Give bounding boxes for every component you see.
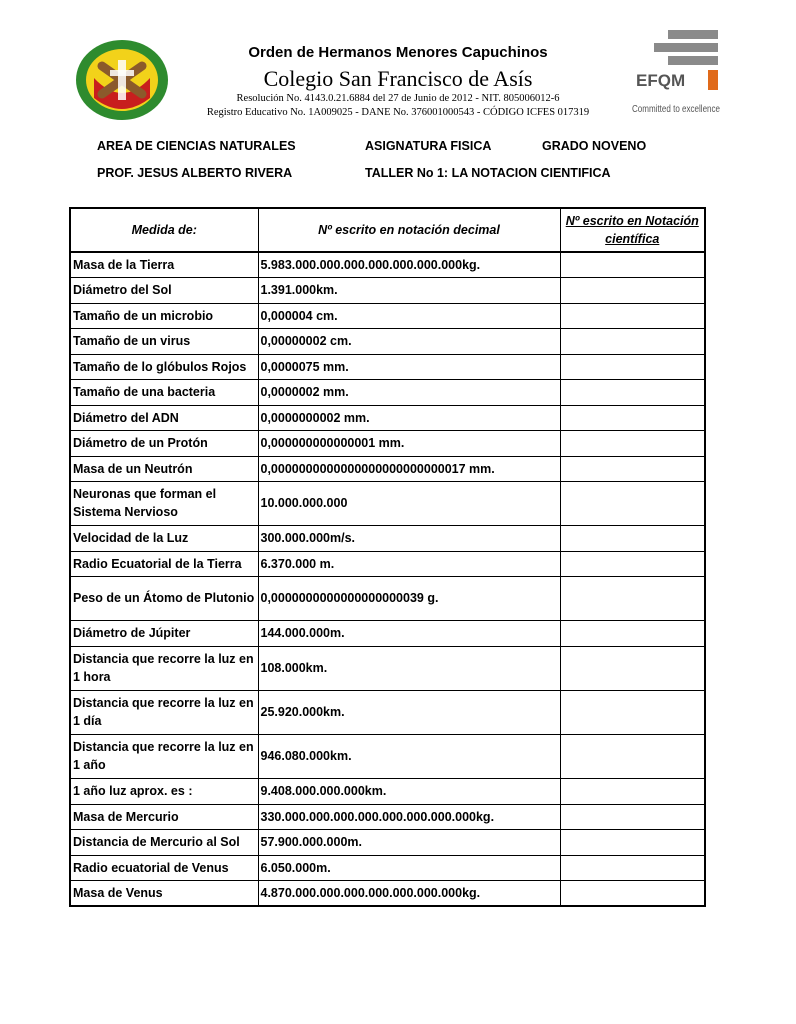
- scientific-cell[interactable]: [560, 430, 705, 456]
- decimal-cell: 57.900.000.000m.: [258, 829, 560, 855]
- measure-cell: Masa de un Neutrón: [70, 456, 258, 481]
- scientific-cell[interactable]: [560, 481, 705, 525]
- measure-cell: Distancia que recorre la luz en 1 año: [70, 734, 258, 778]
- workshop-label: TALLER No 1: LA NOTACION CIENTIFICA: [365, 166, 611, 180]
- decimal-cell: 0,0000075 mm.: [258, 354, 560, 379]
- school-name: Colegio San Francisco de Asís: [263, 66, 533, 91]
- decimal-cell: 330.000.000.000.000.000.000.000.000kg.: [258, 804, 560, 829]
- scientific-cell[interactable]: [560, 576, 705, 620]
- scientific-cell[interactable]: [560, 456, 705, 481]
- table-header-row: [70, 208, 705, 252]
- scientific-cell[interactable]: [560, 252, 705, 277]
- decimal-cell: 6.370.000 m.: [258, 551, 560, 576]
- decimal-cell: 0,0000000000000000000000000017 mm.: [258, 456, 560, 481]
- table-row: [70, 481, 705, 525]
- scientific-cell[interactable]: [560, 328, 705, 354]
- measure-cell: Distancia que recorre la luz en 1 día: [70, 690, 258, 734]
- decimal-cell: 25.920.000km.: [258, 690, 560, 734]
- decimal-cell: 108.000km.: [258, 646, 560, 690]
- decimal-cell: 0,0000000002 mm.: [258, 405, 560, 430]
- measure-cell: Tamaño de un virus: [70, 328, 258, 354]
- table-row: [70, 405, 705, 430]
- table-row: [70, 277, 705, 303]
- measure-cell: Radio Ecuatorial de la Tierra: [70, 551, 258, 576]
- measure-cell: Masa de Venus: [70, 880, 258, 906]
- scientific-cell[interactable]: [560, 646, 705, 690]
- svg-text:Committed to excellence: Committed to excellence: [632, 104, 721, 115]
- header-scientific: Nº escrito en Notación científica: [560, 208, 705, 252]
- measure-cell: Neuronas que forman el Sistema Nervioso: [70, 481, 258, 525]
- scientific-cell[interactable]: [560, 379, 705, 405]
- table-row: [70, 354, 705, 379]
- measure-cell: Masa de la Tierra: [70, 252, 258, 277]
- resolution-line: Resolución No. 4143.0.21.6884 del 27 de Junio de 2012 - NIT. 805006012-6: [236, 93, 560, 104]
- scientific-cell[interactable]: [560, 690, 705, 734]
- scientific-cell[interactable]: [560, 804, 705, 829]
- header-measure: Medida de:: [70, 208, 258, 252]
- header-decimal: Nº escrito en notación decimal: [258, 208, 560, 252]
- measure-cell: Diámetro de Júpiter: [70, 620, 258, 646]
- decimal-cell: 10.000.000.000: [258, 481, 560, 525]
- table-row: [70, 734, 705, 778]
- measure-cell: Peso de un Átomo de Plutonio: [70, 576, 258, 620]
- svg-text:EFQM: EFQM: [636, 71, 686, 90]
- table-row: [70, 379, 705, 405]
- scientific-cell[interactable]: [560, 405, 705, 430]
- table-row: [70, 855, 705, 880]
- decimal-cell: 300.000.000m/s.: [258, 525, 560, 551]
- measure-cell: Tamaño de un microbio: [70, 303, 258, 328]
- table-row: [70, 303, 705, 328]
- order-name: Orden de Hermanos Menores Capuchinos: [248, 44, 548, 61]
- scientific-cell[interactable]: [560, 734, 705, 778]
- measure-cell: Velocidad de la Luz: [70, 525, 258, 551]
- subject-label: ASIGNATURA FISICA: [365, 139, 492, 153]
- decimal-cell: 144.000.000m.: [258, 620, 560, 646]
- table-row: [70, 525, 705, 551]
- measure-cell: Masa de Mercurio: [70, 804, 258, 829]
- measure-cell: Diámetro del Sol: [70, 277, 258, 303]
- measure-cell: Tamaño de lo glóbulos Rojos: [70, 354, 258, 379]
- measure-cell: Tamaño de una bacteria: [70, 379, 258, 405]
- decimal-cell: 0,000004 cm.: [258, 303, 560, 328]
- measure-cell: 1 año luz aprox. es :: [70, 778, 258, 804]
- table-row: [70, 328, 705, 354]
- measure-cell: Distancia de Mercurio al Sol: [70, 829, 258, 855]
- efqm-logo: [630, 26, 722, 118]
- table-row: [70, 646, 705, 690]
- scientific-cell[interactable]: [560, 880, 705, 906]
- table-row: [70, 804, 705, 829]
- table-row: [70, 778, 705, 804]
- decimal-cell: 4.870.000.000.000.000.000.000.000kg.: [258, 880, 560, 906]
- decimal-cell: 0,000000000000001 mm.: [258, 430, 560, 456]
- scientific-cell[interactable]: [560, 551, 705, 576]
- decimal-cell: 9.408.000.000.000km.: [258, 778, 560, 804]
- decimal-cell: 946.080.000km.: [258, 734, 560, 778]
- table-row: [70, 829, 705, 855]
- decimal-cell: 6.050.000m.: [258, 855, 560, 880]
- decimal-cell: 1.391.000km.: [258, 277, 560, 303]
- registry-line: Registro Educativo No. 1A009025 - DANE No. 376001000543 - CÓDIGO ICFES 017319: [206, 107, 590, 118]
- scientific-cell[interactable]: [560, 778, 705, 804]
- table-row: [70, 430, 705, 456]
- measure-cell: Diámetro de un Protón: [70, 430, 258, 456]
- table-row: [70, 551, 705, 576]
- document-header: [0, 0, 768, 130]
- table-row: [70, 690, 705, 734]
- table-row: [70, 456, 705, 481]
- scientific-cell[interactable]: [560, 829, 705, 855]
- scientific-cell[interactable]: [560, 303, 705, 328]
- decimal-cell: 0,0000000000000000000039 g.: [258, 576, 560, 620]
- measure-cell: Distancia que recorre la luz en 1 hora: [70, 646, 258, 690]
- measure-cell: Radio ecuatorial de Venus: [70, 855, 258, 880]
- table-row: [70, 620, 705, 646]
- grade-label: GRADO NOVENO: [542, 139, 647, 153]
- scientific-cell[interactable]: [560, 620, 705, 646]
- decimal-cell: 0,00000002 cm.: [258, 328, 560, 354]
- decimal-cell: 0,0000002 mm.: [258, 379, 560, 405]
- area-label: AREA DE CIENCIAS NATURALES: [97, 139, 296, 153]
- notation-table: [69, 207, 706, 907]
- measure-cell: Diámetro del ADN: [70, 405, 258, 430]
- table-row: [70, 576, 705, 620]
- teacher-label: PROF. JESUS ALBERTO RIVERA: [97, 166, 293, 180]
- scientific-cell[interactable]: [560, 525, 705, 551]
- scientific-cell[interactable]: [560, 855, 705, 880]
- table-row: [70, 880, 705, 906]
- scientific-cell[interactable]: [560, 354, 705, 379]
- decimal-cell: 5.983.000.000.000.000.000.000.000kg.: [258, 252, 560, 277]
- table-row: [70, 252, 705, 277]
- scientific-cell[interactable]: [560, 277, 705, 303]
